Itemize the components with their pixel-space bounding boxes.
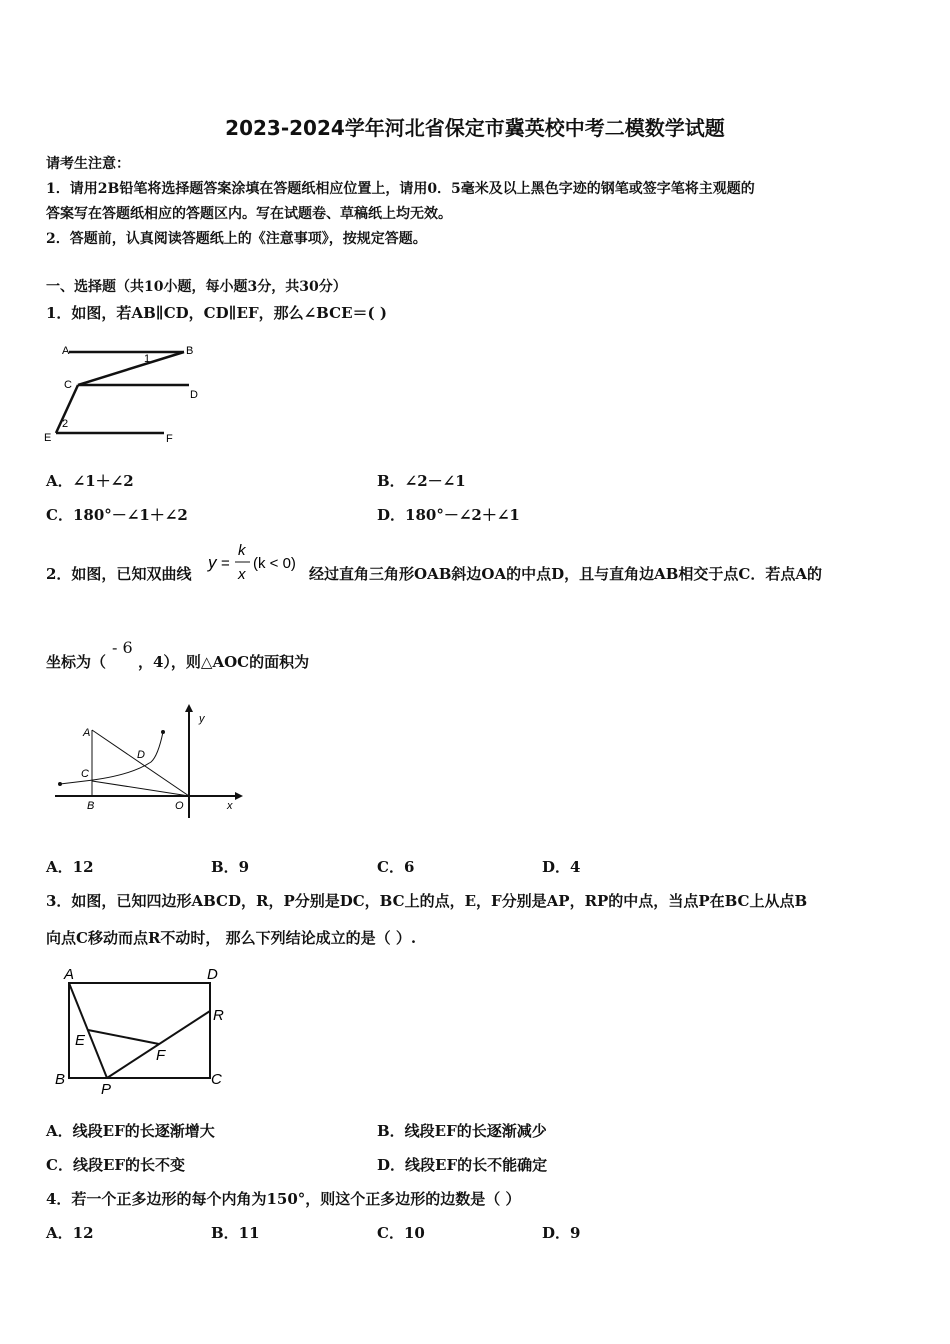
q2-option-d[interactable]: D．4 <box>542 858 581 876</box>
formula-equals: = <box>221 555 230 572</box>
q3-label-p: P <box>101 1081 112 1098</box>
q2-label-c: C <box>81 768 89 780</box>
q2-label-x: x <box>227 800 233 812</box>
q2-stem-part1: 2．如图，已知双曲线 <box>46 565 192 583</box>
q1-label-angle2: 2 <box>62 418 69 430</box>
notice-line-3: 2．答题前，认真阅读答题纸上的《注意事项》，按规定答题。 <box>46 231 427 247</box>
q1-option-a[interactable]: A．∠1＋∠2 <box>46 472 134 490</box>
q4-option-a[interactable]: A．12 <box>46 1224 94 1242</box>
q4-option-d[interactable]: D．9 <box>542 1224 581 1242</box>
notice-heading: 请考生注意： <box>46 156 130 172</box>
q1-label-f: F <box>166 433 173 445</box>
q3-label-e: E <box>75 1032 86 1049</box>
q3-option-c[interactable]: C．线段EF的长不变 <box>46 1156 186 1174</box>
formula-k: k <box>238 542 246 559</box>
q2-label-o: O <box>175 800 184 812</box>
q3-label-d: D <box>207 966 218 983</box>
notice-line-1: 1．请用2B铅笔将选择题答案涂填在答题纸相应位置上，请用0．5毫米及以上黑色字迹的钢笔或签字笔将主观题的 <box>46 181 755 197</box>
q4-stem: 4．若一个正多边形的每个内角为150°，则这个正多边形的边数是（ ） <box>46 1190 521 1208</box>
formula-x: x <box>238 566 246 583</box>
q2-label-b: B <box>87 800 95 812</box>
q3-label-f: F <box>156 1047 166 1064</box>
q3-stem-line1: 3．如图，已知四边形ABCD，R，P分别是DC，BC上的点，E，F分别是AP，RP的中点，当点P在BC上从点B <box>46 892 808 910</box>
q2-stem-part3: 坐标为（ <box>46 653 107 671</box>
q2-option-b[interactable]: B．9 <box>211 858 250 876</box>
q1-label-a: A <box>62 345 70 357</box>
q2-stem-part2: 经过直角三角形OAB斜边OA的中点D，且与直角边AB相交于点C．若点A的 <box>309 565 822 583</box>
q3-figure <box>55 962 235 1097</box>
q2-coordinate-neg6: - 6 <box>112 638 133 657</box>
q3-label-b: B <box>55 1071 66 1088</box>
q1-label-d: D <box>190 389 198 401</box>
q1-label-angle1: 1 <box>144 353 151 365</box>
q1-label-c: C <box>64 379 72 391</box>
q2-label-d: D <box>137 749 145 761</box>
q2-option-c[interactable]: C．6 <box>377 858 415 876</box>
q1-label-e: E <box>44 432 52 444</box>
q4-option-b[interactable]: B．11 <box>211 1224 260 1242</box>
formula-y: y <box>208 553 217 572</box>
notice-line-2: 答案写在答题纸相应的答题区内。写在试题卷、草稿纸上均无效。 <box>46 206 452 222</box>
q3-stem-line2: 向点C移动而点R不动时， 那么下列结论成立的是（ ）. <box>46 929 417 947</box>
q3-option-b[interactable]: B．线段EF的长逐渐减少 <box>377 1122 547 1140</box>
q1-stem: 1．如图，若AB∥CD，CD∥EF，那么∠BCE＝( ) <box>46 304 387 322</box>
q2-formula <box>207 538 309 588</box>
section-heading: 一、选择题（共10小题，每小题3分，共30分） <box>46 279 347 295</box>
q2-option-a[interactable]: A．12 <box>46 858 94 876</box>
q1-option-c[interactable]: C．180°－∠1＋∠2 <box>46 506 188 524</box>
q3-option-a[interactable]: A．线段EF的长逐渐增大 <box>46 1122 215 1140</box>
q3-option-d[interactable]: D．线段EF的长不能确定 <box>377 1156 548 1174</box>
formula-condition: (k < 0) <box>253 555 296 572</box>
q1-option-b[interactable]: B．∠2－∠1 <box>377 472 466 490</box>
q4-option-c[interactable]: C．10 <box>377 1224 425 1242</box>
q1-option-d[interactable]: D．180°－∠2＋∠1 <box>377 506 520 524</box>
q2-figure <box>55 700 250 820</box>
q1-figure <box>44 338 209 448</box>
q3-label-r: R <box>213 1007 224 1024</box>
q3-label-c: C <box>211 1071 222 1088</box>
page-title: 2023-2024学年河北省保定市冀英校中考二模数学试题 <box>225 116 725 140</box>
q2-stem-part4: ，4），则△AOC的面积为 <box>138 653 310 671</box>
q1-label-b: B <box>186 345 194 357</box>
q2-label-y: y <box>199 713 205 725</box>
q2-label-a: A <box>83 727 91 739</box>
q3-label-a: A <box>64 966 75 983</box>
